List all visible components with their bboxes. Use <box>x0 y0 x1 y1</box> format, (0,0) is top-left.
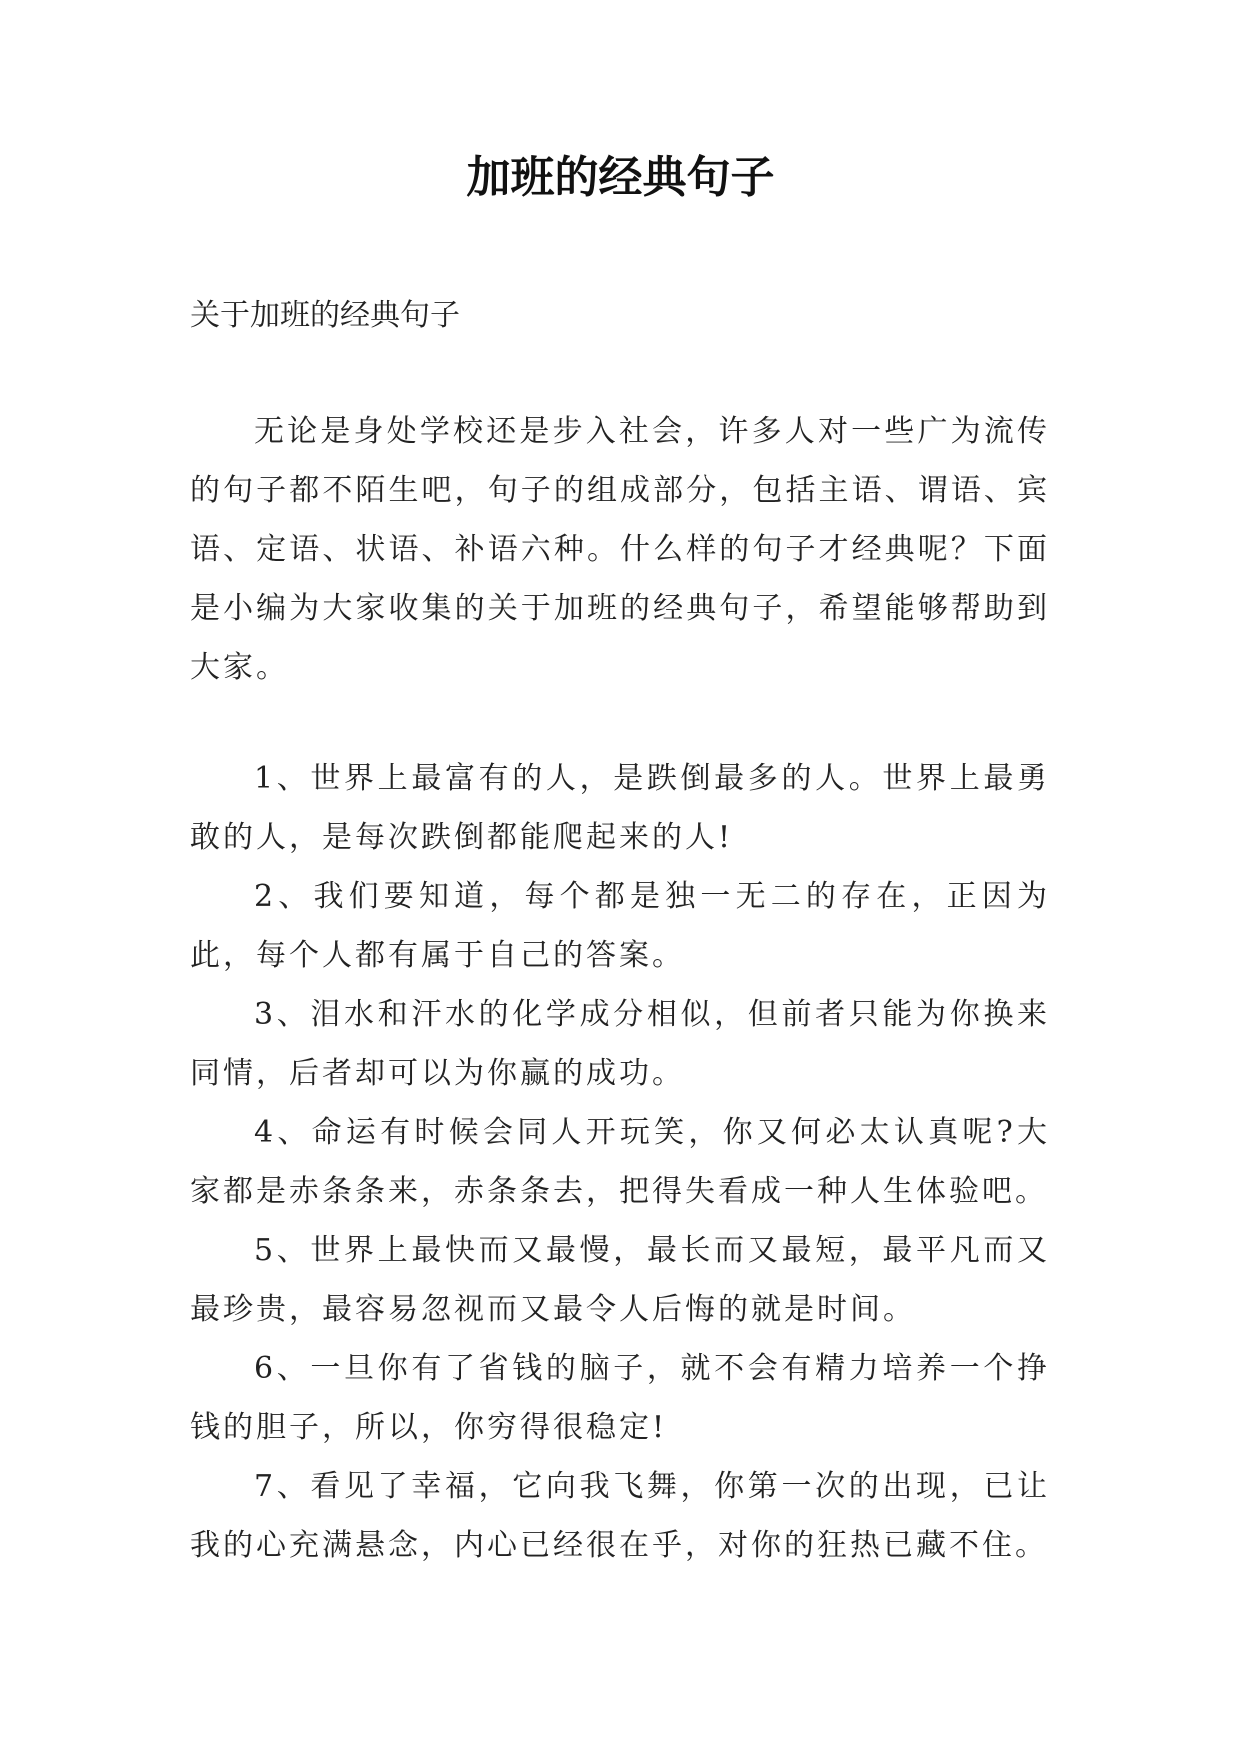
document-title: 加班的经典句子 <box>466 152 775 203</box>
list-item: 6、一旦你有了省钱的脑子，就不会有精力培养一个挣钱的胆子，所以，你穷得很稳定! <box>190 1351 1050 1445</box>
list-item: 3、泪水和汗水的化学成分相似，但前者只能为你换来同情，后者却可以为你赢的成功。 <box>190 997 1050 1091</box>
intro-paragraph: 无论是身处学校还是步入社会，许多人对一些广为流传的句子都不陌生吧，句子的组成部分，包括主语、谓语、宾语、定语、状语、补语六种。什么样的句子才经典呢？下面是小编为大家收集的关于加班的经典句子，希望能够帮助到大家。 <box>190 414 1050 685</box>
list-item: 5、世界上最快而又最慢，最长而又最短，最平凡而又最珍贵，最容易忽视而又最令人后悔的就是时间。 <box>190 1233 1050 1327</box>
document-subtitle: 关于加班的经典句子 <box>190 298 460 333</box>
list-item: 7、看见了幸福，它向我飞舞，你第一次的出现，已让我的心充满悬念，内心已经很在乎，对你的狂热已藏不住。 <box>190 1469 1050 1563</box>
list-item: 1、世界上最富有的人，是跌倒最多的人。世界上最勇敢的人，是每次跌倒都能爬起来的人! <box>190 761 1050 855</box>
list-item: 2、我们要知道，每个都是独一无二的存在，正因为此，每个人都有属于自己的答案。 <box>190 879 1050 973</box>
list-item: 4、命运有时候会同人开玩笑，你又何必太认真呢?大家都是赤条条来，赤条条去，把得失看成一种人生体验吧。 <box>190 1115 1050 1209</box>
quote-list <box>190 749 1050 1575</box>
